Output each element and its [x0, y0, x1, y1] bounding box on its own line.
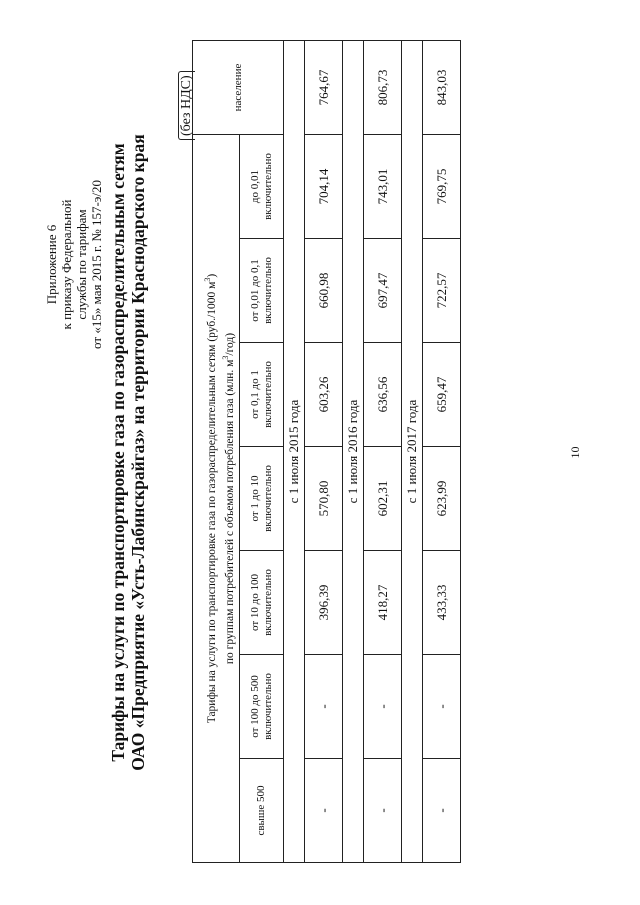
- tariff-cell: -: [305, 759, 343, 863]
- tariff-cell: -: [423, 759, 461, 863]
- table-header-row: [193, 41, 240, 863]
- tariff-cell: 602,31: [364, 447, 402, 551]
- tariff-cell: 623,99: [423, 447, 461, 551]
- period-row: [402, 41, 423, 863]
- tariff-cell: 396,39: [305, 551, 343, 655]
- column-header: от 100 до 500 включительно: [240, 655, 284, 759]
- tariff-cell: 704,14: [305, 135, 343, 239]
- table-row: [305, 41, 343, 863]
- column-header: свыше 500: [240, 759, 284, 863]
- vat-note: (без НДС): [178, 71, 195, 140]
- tariff-cell: 806,73: [364, 41, 402, 135]
- period-row: [284, 41, 305, 863]
- header-superscript: 3: [221, 355, 230, 360]
- tariff-cell: 636,56: [364, 343, 402, 447]
- header-text: /год): [223, 332, 236, 356]
- table-row: [364, 41, 402, 863]
- tariff-table: [192, 40, 461, 863]
- tariff-cell: -: [364, 655, 402, 759]
- period-label: с 1 июля 2017 года: [402, 41, 423, 863]
- document-title: [108, 0, 148, 905]
- tariff-cell: 764,67: [305, 41, 343, 135]
- tariff-cell: -: [305, 655, 343, 759]
- period-label: с 1 июля 2016 года: [343, 41, 364, 863]
- column-header: до 0,01 включительно: [240, 135, 284, 239]
- tariff-cell: 697,47: [364, 239, 402, 343]
- table-subheader-row: [240, 41, 284, 863]
- period-label: с 1 июля 2015 года: [284, 41, 305, 863]
- column-header: от 1 до 10 включительно: [240, 447, 284, 551]
- appendix-line: к приказу Федеральной: [59, 199, 74, 330]
- tariff-cell: 418,27: [364, 551, 402, 655]
- appendix-line: от «15» мая 2015 г. № 157-э/20: [89, 180, 104, 349]
- header-superscript: 3: [203, 277, 213, 282]
- appendix-reference: [44, 180, 104, 349]
- tariff-cell: 769,75: [423, 135, 461, 239]
- title-line: ОАО «Предприятие «Усть-Лабинскрайгаз» на территории Краснодарского края: [128, 134, 148, 771]
- header-text: по группам потребителей с объемом потребления газа (млн. м: [223, 359, 236, 665]
- tariff-cell: -: [364, 759, 402, 863]
- tariff-cell: 743,01: [364, 135, 402, 239]
- page-number: 10: [568, 446, 582, 459]
- period-row: [343, 41, 364, 863]
- table-row: [423, 41, 461, 863]
- tariff-cell: 843,03: [423, 41, 461, 135]
- tariff-cell: 433,33: [423, 551, 461, 655]
- column-header: от 10 до 100 включительно: [240, 551, 284, 655]
- column-header: от 0,1 до 1 включительно: [240, 343, 284, 447]
- header-text: Тарифы на услуги по транспортировке газа по газораспределительным сетям (руб./1000 м: [206, 281, 218, 724]
- tariff-cell: 660,98: [305, 239, 343, 343]
- tariff-cell: 603,26: [305, 343, 343, 447]
- table-main-header: [193, 135, 240, 863]
- tariff-cell: 722,57: [423, 239, 461, 343]
- column-header: население: [193, 41, 284, 135]
- tariff-cell: 570,80: [305, 447, 343, 551]
- title-line: Тарифы на услуги по транспортировке газа по газораспределительным сетям: [108, 143, 128, 762]
- header-text: ): [206, 273, 218, 278]
- appendix-line: службы по тарифам: [74, 209, 89, 320]
- appendix-line: Приложение 6: [44, 224, 59, 305]
- column-header: от 0,01 до 0,1 включительно: [240, 239, 284, 343]
- tariff-cell: 659,47: [423, 343, 461, 447]
- tariff-cell: -: [423, 655, 461, 759]
